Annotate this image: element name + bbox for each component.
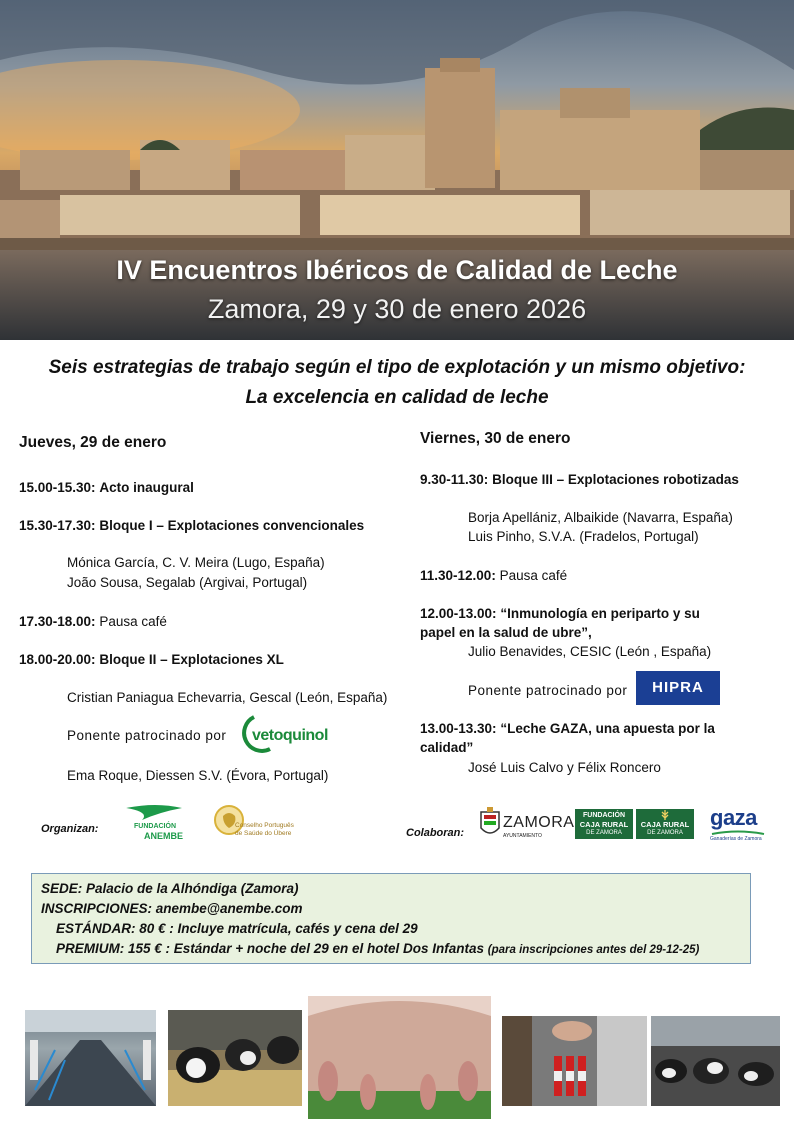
day1-session-2 [19,518,364,533]
session-time: 11.30-12.00: [420,568,496,583]
day1-session-3 [19,614,167,629]
session-time: 15.00-15.30: [19,480,96,495]
caja2-line1: CAJA RURAL [640,820,690,829]
session-title: “Inmunología en periparto y su [500,606,700,621]
day1-session-1 [19,480,194,495]
vetoquinol-wordmark: vetoquinol [252,727,328,744]
anembe-leaf-icon [120,804,192,824]
milk-sampling-image [502,1016,647,1106]
caja-line2: CAJA RURAL [579,820,629,829]
sponsor-label: Ponente patrocinado por [67,728,227,743]
dairy-barn-photo [651,1016,780,1106]
caja-rural-logo [636,809,694,839]
speaker: Cristian Paniagua Echevarria, Gescal (León, España) [67,690,388,705]
speaker: Ema Roque, Diessen S.V. (Évora, Portugal) [67,768,329,783]
session-time: 9.30-11.30: [420,472,489,487]
session-time: 13.00-13.30: [420,721,497,736]
hero-banner [0,0,794,340]
day1-program [19,432,409,792]
organizers-label: Organizan: [41,823,99,835]
zamora-wordmark: ZAMORA [503,814,575,831]
zamora-sub: AYUNTAMIENTO [503,833,542,839]
cpsu-logo [211,802,303,844]
udder-photo [308,996,491,1119]
day2-program [420,428,780,788]
day1-session-4 [19,652,284,667]
gaza-sub: Ganaderías de Zamora [710,836,762,842]
standard-price-line: ESTÁNDAR: 80 € : Incluye matrícula, cafés y cena del 29 [56,921,418,936]
session-title-cont: papel en la salud de ubre”, [420,625,592,640]
session-title: Pausa café [99,614,167,629]
speaker: João Sousa, Segalab (Argivai, Portugal) [67,575,308,590]
premium-price-text: PREMIUM: 155 € : Estándar + noche del 29 en el hotel Dos Infantas [56,941,484,956]
milking-parlor-photo [25,1010,156,1106]
tagline-line1: Seis estrategias de trabajo según el tipo de explotación y un mismo objetivo: [48,357,746,378]
wheat-icon [659,810,671,820]
premium-price-line [56,941,699,956]
anembe-line2: ANEMBE [144,831,184,841]
anembe-logo [120,804,192,844]
day2-session-4 [420,721,715,736]
cows-feeding-photo [168,1010,302,1106]
event-subtitle: Zamora, 29 y 30 de enero 2026 [207,294,587,324]
day2-session-2 [420,568,567,583]
session-time: 18.00-20.00: [19,652,96,667]
day2-session-3 [420,606,700,621]
vetoquinol-logo [240,713,340,753]
speaker: Mónica García, C. V. Meira (Lugo, España) [67,555,325,570]
caja-line1: FUNDACIÓN [583,812,625,819]
udder-image [308,996,491,1119]
day2-session-1 [420,472,739,487]
fundacion-caja-rural-logo [575,809,633,839]
cpsu-line2: de Saúde do Úbere [235,830,292,837]
tagline-line2: La excelencia en calidad de leche [245,387,549,408]
dairy-barn-image [651,1016,780,1106]
anembe-line1: FUNDACIÓN [134,823,176,830]
gaza-logo [710,806,770,846]
cows-feeding-image [168,1010,302,1106]
hipra-logo: HIPRA [636,671,720,705]
session-title: “Leche GAZA, una apuesta por la [500,721,715,736]
cpsu-line1: Conselho Português [235,822,294,829]
event-title: IV Encuentros Ibéricos de Calidad de Leche [116,255,678,285]
session-time: 17.30-18.00: [19,614,96,629]
milking-parlor-image [25,1010,156,1106]
zamora-shield-icon [479,806,501,840]
gaza-wordmark: gaza [710,805,757,830]
caja-line3: DE ZAMORA [586,830,622,836]
speaker: Julio Benavides, CESIC (León , España) [468,644,712,659]
premium-note: (para inscripciones antes del 29-12-25) [487,944,700,956]
speaker: José Luis Calvo y Félix Roncero [468,760,661,775]
caja2-line2: DE ZAMORA [647,830,683,836]
collaborators-label: Colaboran: [406,827,465,839]
sponsor-label: Ponente patrocinado por [468,683,628,698]
zamora-logo [479,806,575,844]
day2-heading: Viernes, 30 de enero [420,430,571,447]
session-title: Bloque I – Explotaciones convencionales [99,518,365,533]
milk-sampling-photo [502,1016,647,1106]
session-title: Bloque III – Explotaciones robotizadas [492,472,739,487]
session-title: Pausa café [499,568,568,583]
city-landscape-image [0,0,794,340]
speaker: Luis Pinho, S.V.A. (Fradelos, Portugal) [468,529,699,544]
day1-heading: Jueves, 29 de enero [19,434,167,451]
registration-info-box [31,873,751,964]
session-time: 15.30-17.30: [19,518,96,533]
registration-line: INSCRIPCIONES: anembe@anembe.com [41,901,303,916]
session-title: Acto inaugural [99,480,194,495]
venue-line: SEDE: Palacio de la Alhóndiga (Zamora) [41,881,299,896]
session-time: 12.00-13.00: [420,606,497,621]
session-title-cont: calidad” [420,740,474,755]
speaker: Borja Apellániz, Albaikide (Navarra, España) [468,510,733,525]
session-title: Bloque II – Explotaciones XL [99,652,284,667]
